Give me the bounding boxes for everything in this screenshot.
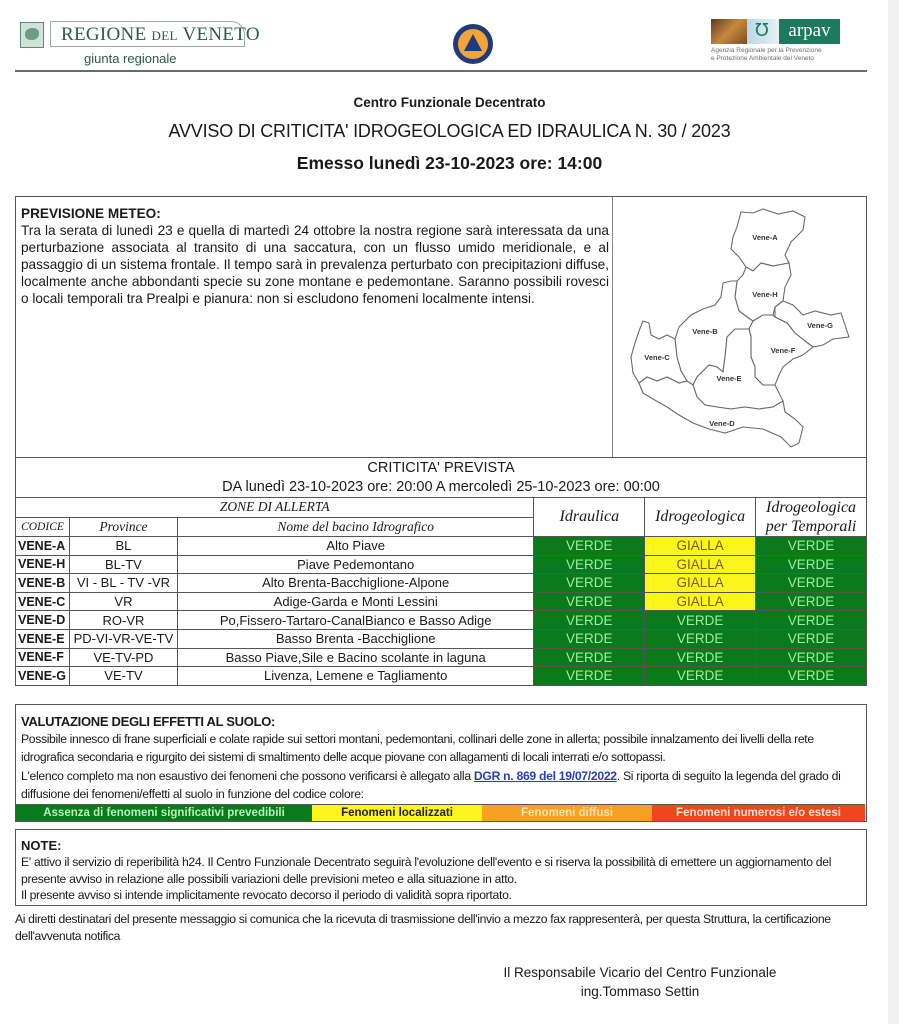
zone-row xyxy=(16,648,867,667)
criticita-rows xyxy=(16,537,867,686)
level-idrogeologica: GIALLA xyxy=(645,592,756,611)
notes-section xyxy=(15,829,867,906)
level-temporali: VERDE xyxy=(756,537,867,556)
level-temporali: VERDE xyxy=(756,629,867,648)
col-codice: CODICE xyxy=(16,517,70,537)
map-label-vene-b: Vene-B xyxy=(692,327,718,336)
criticita-period: DA lunedì 23-10-2023 ore: 20:00 A mercoledì 25-10-2023 ore: 00:00 xyxy=(222,478,660,495)
zone-basin: Basso Piave,Sile e Bacino scolante in laguna xyxy=(177,648,534,667)
zone-code: VENE-H xyxy=(16,555,70,574)
legend-red: Fenomeni numerosi e/o estesi xyxy=(652,805,865,821)
col-bacino: Nome del bacino Idrografico xyxy=(177,517,534,537)
level-idrogeologica: VERDE xyxy=(645,629,756,648)
zone-basin: Alto Piave xyxy=(177,537,534,556)
zone-basin: Adige-Garda e Monti Lessini xyxy=(177,592,534,611)
zone-code: VENE-C xyxy=(16,592,70,611)
level-idraulica: VERDE xyxy=(534,555,645,574)
map-label-vene-g: Vene-G xyxy=(807,321,833,330)
level-temporali: VERDE xyxy=(756,667,867,686)
level-idraulica: VERDE xyxy=(534,667,645,686)
effects-heading: VALUTAZIONE DEGLI EFFETTI AL SUOLO: xyxy=(21,714,276,729)
effects-section xyxy=(15,704,867,822)
zone-row xyxy=(16,667,867,686)
zone-code: VENE-A xyxy=(16,537,70,556)
zone-row xyxy=(16,592,867,611)
regione-veneto-emblem-icon xyxy=(20,22,44,48)
signature-role: Il Responsabile Vicario del Centro Funzionale xyxy=(503,965,777,980)
forecast-heading: PREVISIONE METEO: xyxy=(21,206,161,221)
criticita-caption-row xyxy=(16,458,867,498)
legend-green: Assenza di fenomeni significativi prevedibili xyxy=(16,805,312,821)
veneto-map-svg xyxy=(613,197,866,455)
map-label-vene-d: Vene-D xyxy=(709,419,735,428)
zone-row xyxy=(16,611,867,630)
level-temporali: VERDE xyxy=(756,592,867,611)
forecast-text-block xyxy=(21,205,609,307)
zone-basin: Basso Brenta -Bacchiglione xyxy=(177,629,534,648)
signature-name: ing.Tommaso Settin xyxy=(580,984,700,999)
zone-province: RO-VR xyxy=(69,611,177,630)
level-idrogeologica: GIALLA xyxy=(645,574,756,593)
level-idrogeologica: GIALLA xyxy=(645,555,756,574)
zone-province: VI - BL - TV -VR xyxy=(69,574,177,593)
dgr-link[interactable]: DGR n. 869 del 19/07/2022 xyxy=(473,769,617,783)
zone-basin: Alto Brenta-Bacchiglione-Alpone xyxy=(177,574,534,593)
letterhead xyxy=(15,14,867,70)
zone-province: PD-VI-VR-VE-TV xyxy=(69,629,177,648)
fax-disclaimer: Ai diretti destinatari del presente messaggio si comunica che la ricevuta di trasmissione dell'invio a mezzo fax rappresenterà, per questa Struttura, la certificazione dell'avvenuta notifica xyxy=(15,912,831,943)
alert-zones-map xyxy=(612,197,865,457)
criticita-title: CRITICITA' PREVISTA xyxy=(367,459,515,476)
level-temporali: VERDE xyxy=(756,648,867,667)
notes-line-2: Il presente avviso si intende implicitamente revocato decorso il periodo di validità sopra riportato. xyxy=(21,888,512,902)
level-idrogeologica: VERDE xyxy=(645,667,756,686)
col-temporali: Idrogeologica per Temporali xyxy=(756,498,867,537)
map-label-vene-f: Vene-F xyxy=(770,346,796,355)
zone-row xyxy=(16,629,867,648)
effects-paragraph-2: L'elenco completo ma non esaustivo dei fenomeni che possono verificarsi è allegato alla DGR n. 869 del 19/07/2022. Si riporta di seguito la legenda del grado di diffusione dei fenomeni/effetti al suolo in funzione del codice colore: xyxy=(21,769,841,801)
zone-header: ZONE DI ALLERTA xyxy=(16,498,534,518)
zone-province: VE-TV-PD xyxy=(69,648,177,667)
notes-line-1: E' attivo il servizio di reperibilità h24. Il Centro Funzionale Decentrato seguirà l'evoluzione dell'evento e si riserva la possibilità di emettere un aggiornamento del presente avviso in relazione alle possibili variazioni delle previsioni meteo e alla situazione in atto. xyxy=(21,855,832,886)
level-idrogeologica: VERDE xyxy=(645,611,756,630)
level-idrogeologica: VERDE xyxy=(645,648,756,667)
level-temporali: VERDE xyxy=(756,555,867,574)
col-province: Province xyxy=(69,517,177,537)
issued-date: Emesso lunedì 23-10-2023 ore: 14:00 xyxy=(296,153,603,173)
zone-code: VENE-E xyxy=(16,629,70,648)
zone-code: VENE-F xyxy=(16,648,70,667)
level-idrogeologica: GIALLA xyxy=(645,537,756,556)
zone-basin: Piave Pedemontano xyxy=(177,555,534,574)
zone-province: BL-TV xyxy=(69,555,177,574)
level-idraulica: VERDE xyxy=(534,648,645,667)
forecast-section xyxy=(15,196,867,458)
regione-veneto-subtitle: giunta regionale xyxy=(84,51,177,66)
regione-veneto-title: REGIONE DEL VENETO xyxy=(61,24,260,45)
color-legend xyxy=(16,804,865,821)
lion-emblem-icon xyxy=(711,19,747,44)
legend-yellow: Fenomeni localizzati xyxy=(312,805,482,821)
forecast-body: Tra la serata di lunedì 23 e quella di martedì 24 ottobre la nostra regione sarà interessata da una perturbazione associata al transito di una saccatura, con un flusso umido meridionale, e al passaggio di un sistema frontale. Il tempo sarà in prevalenza perturbato con precipitazioni diffuse, localmente anche abbondanti specie su zone montane e pedemontane. Saranno possibili rovesci o locali temporali tra Prealpi e pianura: non si escludono fenomeni localmente intensi. xyxy=(21,223,609,306)
signature-block xyxy=(440,963,840,1001)
col-idrogeologica: Idrogeologica xyxy=(645,498,756,537)
protezione-civile-logo-icon xyxy=(453,24,493,64)
level-idraulica: VERDE xyxy=(534,574,645,593)
level-idraulica: VERDE xyxy=(534,629,645,648)
zone-row xyxy=(16,574,867,593)
legend-orange: Fenomeni diffusi xyxy=(482,805,652,821)
effects-paragraph-1: Possibile innesco di frane superficiali e colate rapide sui settori montani, pedemontani, collinari delle zone in allerta; possibile innalzamento dei livelli della rete idrografica secondaria e rigurgito dei sistemi di smaltimento delle acque piovane con allagamenti di locali interrati e/o sottopassi. xyxy=(21,732,814,764)
notes-heading: NOTE: xyxy=(21,838,62,853)
zone-code: VENE-G xyxy=(16,667,70,686)
criticita-caption xyxy=(16,458,867,498)
notes-body xyxy=(21,854,863,904)
office-title: Centro Funzionale Decentrato xyxy=(353,95,546,110)
zone-basin: Livenza, Lemene e Tagliamento xyxy=(177,667,534,686)
zone-row xyxy=(16,537,867,556)
zone-province: BL xyxy=(69,537,177,556)
map-label-vene-a: Vene-A xyxy=(752,233,778,242)
level-idraulica: VERDE xyxy=(534,611,645,630)
zone-province: VR xyxy=(69,592,177,611)
zone-province: VE-TV xyxy=(69,667,177,686)
zone-row xyxy=(16,555,867,574)
map-label-vene-c: Vene-C xyxy=(644,353,670,362)
zone-code: VENE-B xyxy=(16,574,70,593)
arpav-symbol-icon xyxy=(747,19,779,44)
level-temporali: VERDE xyxy=(756,574,867,593)
zone-header-row xyxy=(16,498,867,518)
map-label-vene-h: Vene-H xyxy=(752,290,778,299)
arpav-brand: arpav xyxy=(779,19,840,44)
header-divider xyxy=(15,70,867,72)
level-temporali: VERDE xyxy=(756,611,867,630)
level-idraulica: VERDE xyxy=(534,537,645,556)
arpav-subtitle: Agenzia Regionale per la Prevenzione e Protezione Ambientale del Veneto xyxy=(711,47,822,62)
zone-basin: Po,Fissero-Tartaro-CanalBianco e Basso Adige xyxy=(177,611,534,630)
map-label-vene-e: Vene-E xyxy=(716,374,742,383)
criticita-table xyxy=(15,457,867,686)
zone-code: VENE-D xyxy=(16,611,70,630)
arpav-logo xyxy=(711,19,841,64)
level-idraulica: VERDE xyxy=(534,592,645,611)
col-idraulica: Idraulica xyxy=(534,498,645,537)
notice-title: AVVISO DI CRITICITA' IDROGEOLOGICA ED IDRAULICA N. 30 / 2023 xyxy=(168,121,731,141)
